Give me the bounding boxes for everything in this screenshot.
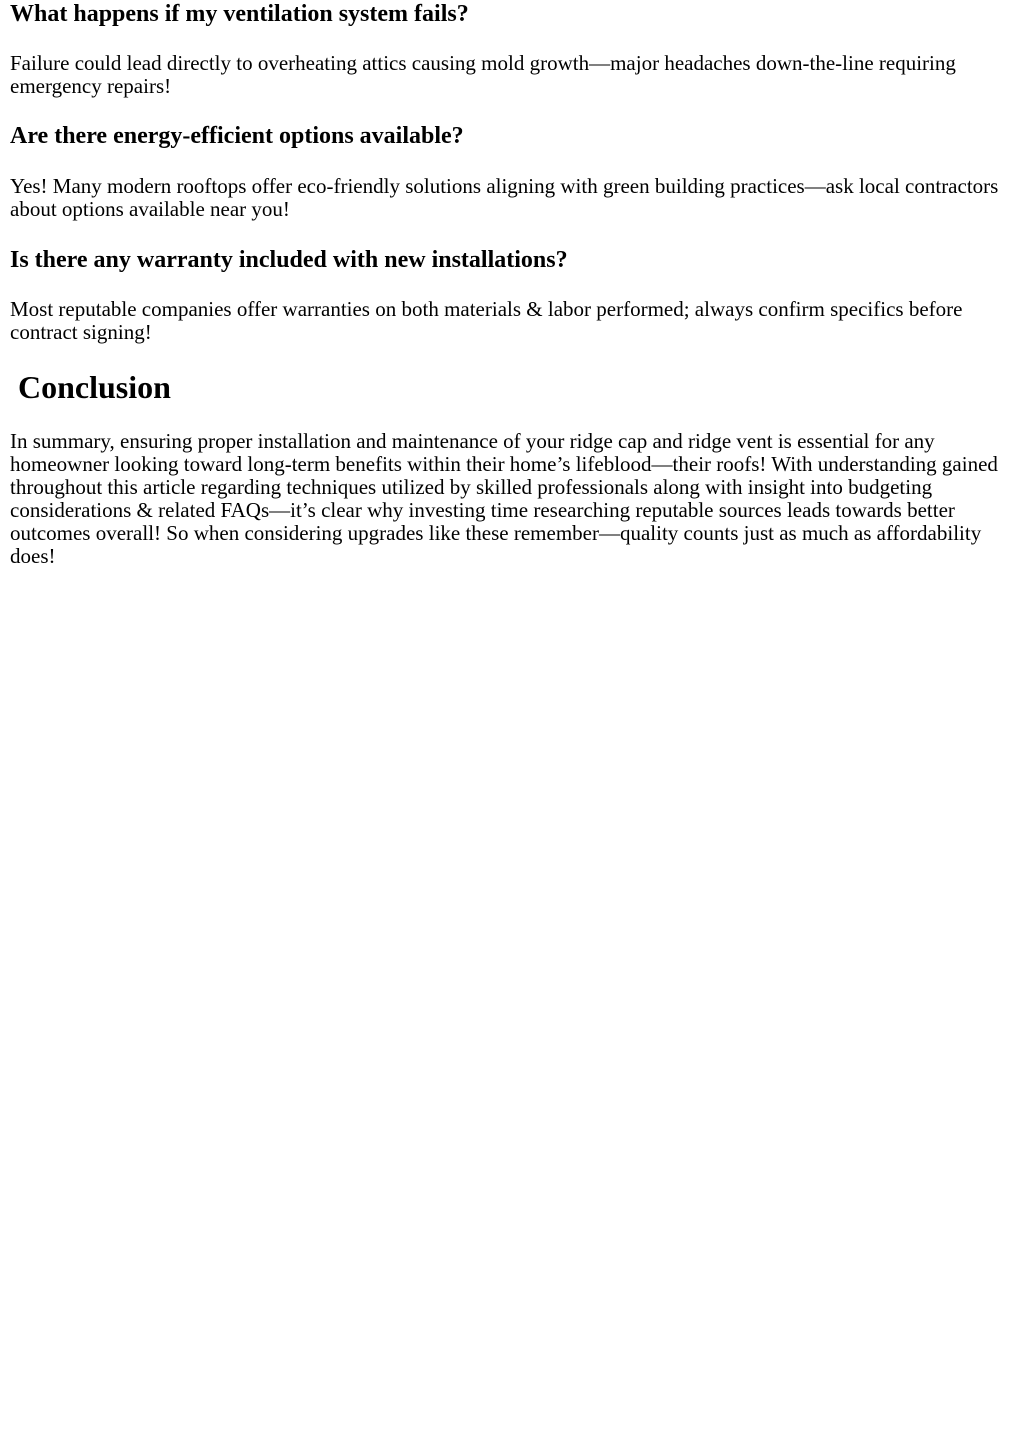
faq-answer-energy-efficient: Yes! Many modern rooftops offer eco-friendly solutions aligning with green building practices—ask local contractors about options available near you! <box>10 174 999 221</box>
faq-question-energy-efficient: Are there energy-efficient options available? <box>10 123 464 149</box>
conclusion-paragraph: In summary, ensuring proper installation and maintenance of your ridge cap and ridge vent is essential for any homeowner looking toward long-term benefits within their home’s lifeblood—their roofs! With understanding gained throughout this article regarding techniques utilized by skilled professionals along with insight into budgeting considerations & related FAQs—it’s clear why investing time researching reputable sources leads towards better outcomes overall! So when considering upgrades like these remember—quality counts just as much as affordability does! <box>10 429 998 568</box>
conclusion-heading: Conclusion <box>18 369 171 405</box>
faq-question-warranty: Is there any warranty included with new installations? <box>10 247 568 273</box>
faq-question-ventilation-failure: What happens if my ventilation system fails? <box>10 1 469 27</box>
faq-answer-ventilation-failure: Failure could lead directly to overheating attics causing mold growth—major headaches down-the-line requiring emergency repairs! <box>10 51 956 98</box>
faq-answer-warranty: Most reputable companies offer warranties on both materials & labor performed; always confirm specifics before contract signing! <box>10 297 963 344</box>
